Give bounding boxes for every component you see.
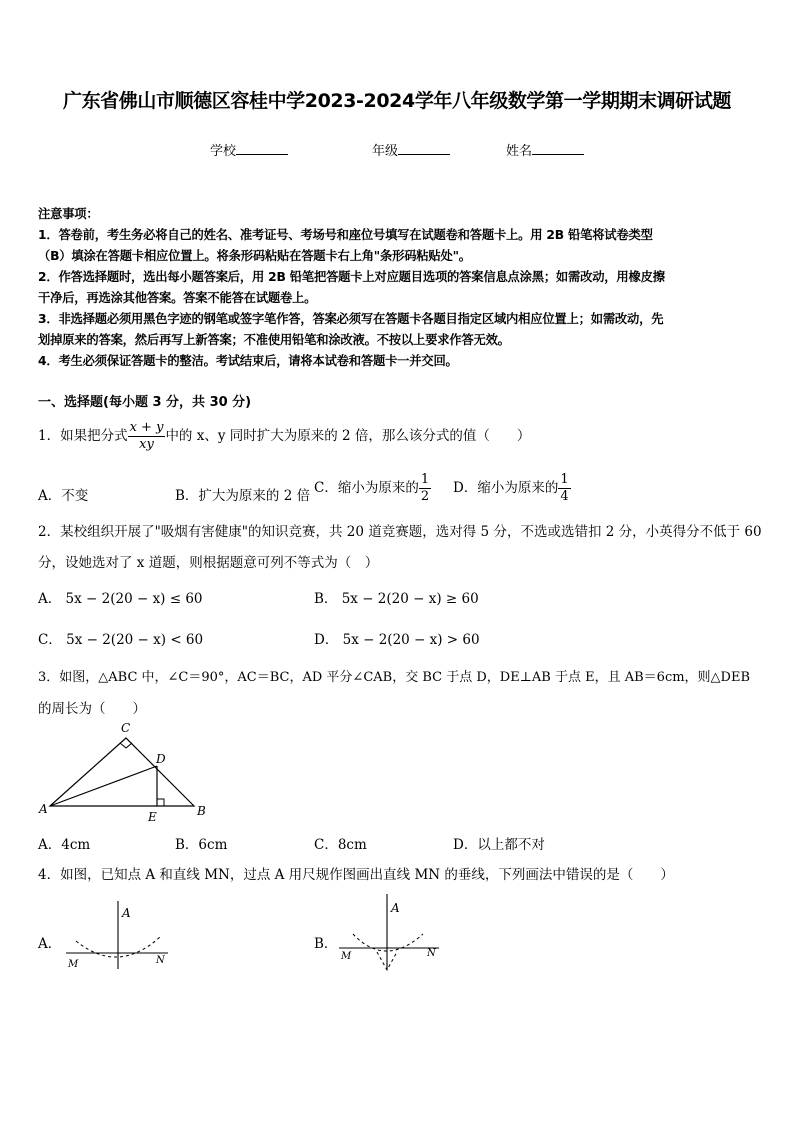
q3-option-b: B．6cm xyxy=(175,837,228,853)
q1-option-c xyxy=(314,472,431,505)
label-m: M xyxy=(68,959,79,970)
label-a: A xyxy=(391,901,400,915)
question-1 xyxy=(38,420,530,453)
section-heading: 一、选择题(每小题 3 分，共 30 分) xyxy=(38,395,252,410)
q2-option-d: D． 5x − 2(20 − x) > 60 xyxy=(314,632,480,648)
grade-field xyxy=(372,140,450,159)
q1-option-b: B．扩大为原来的 2 倍 xyxy=(175,488,311,504)
question-3-line-2: 的周长为（ ） xyxy=(38,701,146,717)
q1-fraction-denominator: xy xyxy=(139,437,154,452)
q1-stem-pre: 1．如果把分式 xyxy=(38,428,128,444)
label-n: N xyxy=(427,948,436,959)
q1-stem-post: 中的 x、y 同时扩大为原来的 2 倍，那么该分式的值（ ） xyxy=(165,428,531,444)
q3-option-a: A．4cm xyxy=(38,837,91,853)
q1-fraction-numerator: x + y xyxy=(129,420,164,435)
q1-option-d-text: D．缩小为原来的 xyxy=(453,480,559,496)
question-4-line: 4．如图，已知点 A 和直线 MN，过点 A 用尺规作图画出直线 MN 的垂线，下列画法中错误的是（ ） xyxy=(38,867,674,883)
q2-option-b: B． 5x − 2(20 − x) ≥ 60 xyxy=(314,591,479,607)
q1-option-c-fraction xyxy=(419,472,431,505)
name-label: 姓名 xyxy=(506,144,533,159)
notice-line: 干净后，再选涂其他答案。答案不能答在试题卷上。 xyxy=(38,291,317,305)
q1-option-d xyxy=(453,472,571,505)
q1-option-c-numerator: 1 xyxy=(420,472,430,487)
triangle-figure xyxy=(36,718,216,826)
label-a: A xyxy=(122,906,131,920)
q1-option-d-numerator: 1 xyxy=(560,472,569,487)
q1-option-a: A．不变 xyxy=(38,488,89,504)
grade-blank xyxy=(398,142,450,155)
q1-option-d-denominator: 4 xyxy=(560,489,569,504)
q1-fraction xyxy=(128,420,166,453)
notice-heading: 注意事项： xyxy=(38,207,99,221)
q4-option-a: A． xyxy=(38,936,62,952)
notice-line: 1．答卷前，考生务必将自己的姓名、准考证号、考场号和座位号填写在试题卷和答题卡上。用 2B 铅笔将试卷类型 xyxy=(38,228,653,242)
name-blank xyxy=(532,142,584,155)
question-3-line-1: 3．如图，△ABC 中，∠C＝90°，AC＝BC，AD 平分∠CAB，交 BC 于点 D，DE⊥AB 于点 E，且 AB＝6cm，则△DEB xyxy=(38,670,751,685)
q3-option-d: D．以上都不对 xyxy=(453,837,545,853)
label-n: N xyxy=(156,955,165,966)
right-angle-e xyxy=(157,799,164,806)
label-a: A xyxy=(39,802,48,816)
q3-option-c: C．8cm xyxy=(314,837,367,853)
q1-option-c-denominator: 2 xyxy=(420,489,430,504)
q4-figure-a xyxy=(60,895,170,975)
label-d: D xyxy=(156,752,166,766)
q4-option-b: B． xyxy=(314,936,338,952)
school-blank xyxy=(236,142,288,155)
q1-option-c-text: C．缩小为原来的 xyxy=(314,480,419,496)
question-2-line-1: 2．某校组织开展了"吸烟有害健康"的知识竞赛，共 20 道竞赛题，选对得 5 分，不选或选错扣 2 分，小英得分不低于 60 xyxy=(38,524,762,540)
notice-line: 3．非选择题必须用黑色字迹的钢笔或签字笔作答，答案必须写在答题卡各题目指定区域内相应位置上；如需改动，先 xyxy=(38,312,664,326)
name-field xyxy=(506,140,584,159)
notice-line: 2．作答选择题时，选出每小题答案后，用 2B 铅笔把答题卡上对应题目选项的答案信息点涂黑；如需改动，用橡皮擦 xyxy=(38,270,665,284)
notice-line: 划掉原来的答案，然后再写上新答案；不准使用铅笔和涂改液。不按以上要求作答无效。 xyxy=(38,333,510,347)
triangle-abc xyxy=(50,738,194,806)
label-c: C xyxy=(121,721,131,735)
segment-ad xyxy=(50,766,157,806)
page-title: 广东省佛山市顺德区容桂中学2023-2024学年八年级数学第一学期期末调研试题 xyxy=(62,90,732,112)
right-angle-c xyxy=(120,743,132,748)
grade-label: 年级 xyxy=(372,144,399,159)
notice-line: 4．考生必须保证答题卡的整洁。考试结束后，请将本试卷和答题卡一并交回。 xyxy=(38,354,458,368)
school-label: 学校 xyxy=(210,144,237,159)
label-m: M xyxy=(341,951,352,962)
q1-option-d-fraction xyxy=(558,472,570,505)
q2-option-a: A． 5x − 2(20 − x) ≤ 60 xyxy=(38,591,203,607)
label-b: B xyxy=(197,804,206,818)
notice-line: （B）填涂在答题卡相应位置上。将条形码粘贴在答题卡右上角"条形码粘贴处"。 xyxy=(38,249,471,263)
school-field xyxy=(210,140,288,159)
q4-figure-b xyxy=(335,890,445,980)
question-2-line-2: 分，设她选对了 x 道题，则根据题意可列不等式为（ ） xyxy=(38,555,379,571)
label-e: E xyxy=(148,810,157,824)
q2-option-c: C． 5x − 2(20 − x) < 60 xyxy=(38,632,204,648)
